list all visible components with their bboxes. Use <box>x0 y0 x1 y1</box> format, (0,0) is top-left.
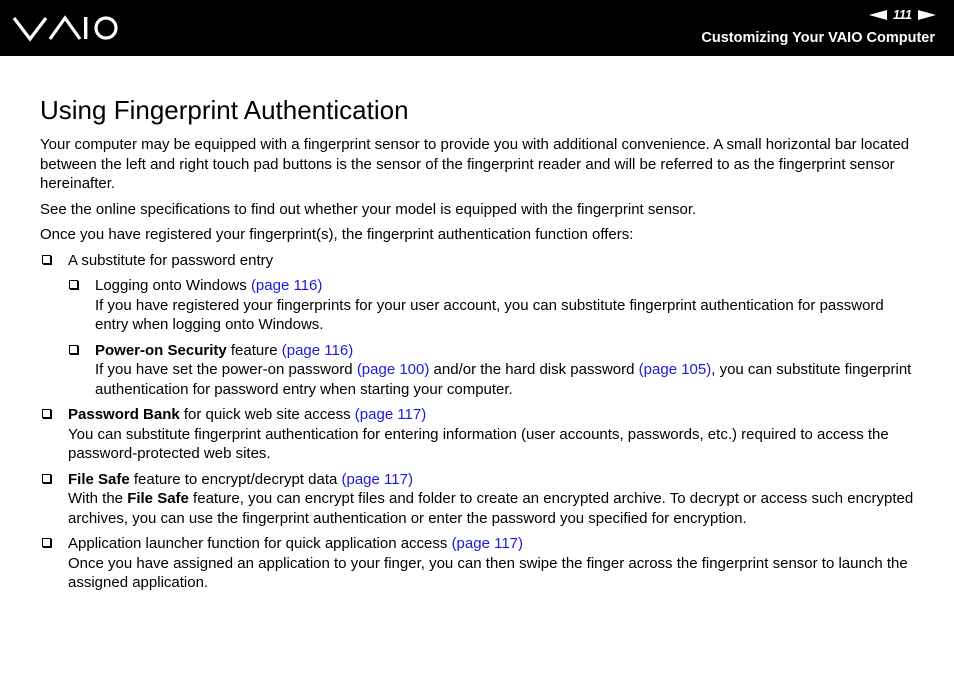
checkbox-bullet-icon <box>42 538 51 547</box>
page-116-link[interactable]: (page 116) <box>250 277 323 294</box>
previous-page-icon[interactable] <box>869 10 887 20</box>
checkbox-bullet-icon <box>69 280 78 289</box>
list-item-application-launcher: Application launcher function for quick application access (page 117) Once you have assigned an application to your finger, you can then swipe the finger across the fingerprint sensor to launch the assigned application. <box>40 534 920 593</box>
next-page-icon[interactable] <box>918 10 936 20</box>
page-100-link[interactable]: (page 100) <box>356 361 430 378</box>
checkbox-bullet-icon <box>69 345 78 354</box>
page-content <box>40 95 920 599</box>
page-117-link[interactable]: (page 117) <box>341 470 413 488</box>
list-item-windows-logon: Logging onto Windows (page 116) If you have registered your fingerprints for your user account, you can substitute fingerprint authentication for password entry when logging onto Windows. <box>40 276 920 335</box>
section-title: Customizing Your VAIO Computer <box>701 30 935 46</box>
vaio-logo <box>12 12 122 44</box>
checkbox-bullet-icon <box>42 474 51 483</box>
checkbox-bullet-icon <box>42 409 51 418</box>
offers-paragraph: Once you have registered your fingerprint(s), the fingerprint authentication function offers: <box>40 226 634 243</box>
page-117-link[interactable]: (page 117) <box>354 406 427 423</box>
specs-paragraph: See the online specifications to find out whether your model is equipped with the fingerprint sensor. <box>40 200 697 218</box>
checkbox-bullet-icon <box>42 255 51 264</box>
intro-paragraph: Your computer may be equipped with a fingerprint sensor to provide you with additional convenience. A small horizontal bar located between the left and right touch pad buttons is the sensor of the fingerprint reader and will be referred to as the fingerprint sensor hereinafter. <box>40 136 910 192</box>
list-item-power-on-security: Power-on Security feature (page 116) If you have set the power-on password (page 100) and/or the hard disk password (page 105), you can substitute fingerprint authentication for password entry when starting your computer. <box>40 341 920 400</box>
page-number: 111 <box>892 8 912 22</box>
page-navigation <box>869 7 936 23</box>
page-117-link[interactable]: (page 117) <box>451 535 524 552</box>
list-item-password-bank: Password Bank for quick web site access (page 117) You can substitute fingerprint authentication for entering information (user accounts, passwords, etc.) required to access the password-protected web sites. <box>40 405 920 464</box>
page-105-link[interactable]: (page 105) <box>638 361 712 378</box>
page-title: Using Fingerprint Authentication <box>40 95 409 125</box>
page-header <box>0 0 954 56</box>
list-item-file-safe: File Safe feature to encrypt/decrypt data (page 117) With the File Safe feature, you can encrypt files and folder to create an encrypted archive. To decrypt or access such encrypted archives, you can use the fingerprint authentication or enter the password you specified for encryption. <box>40 470 920 529</box>
page-116-link[interactable]: (page 116) <box>281 341 354 359</box>
list-item-password-substitute: A substitute for password entry <box>40 251 920 271</box>
